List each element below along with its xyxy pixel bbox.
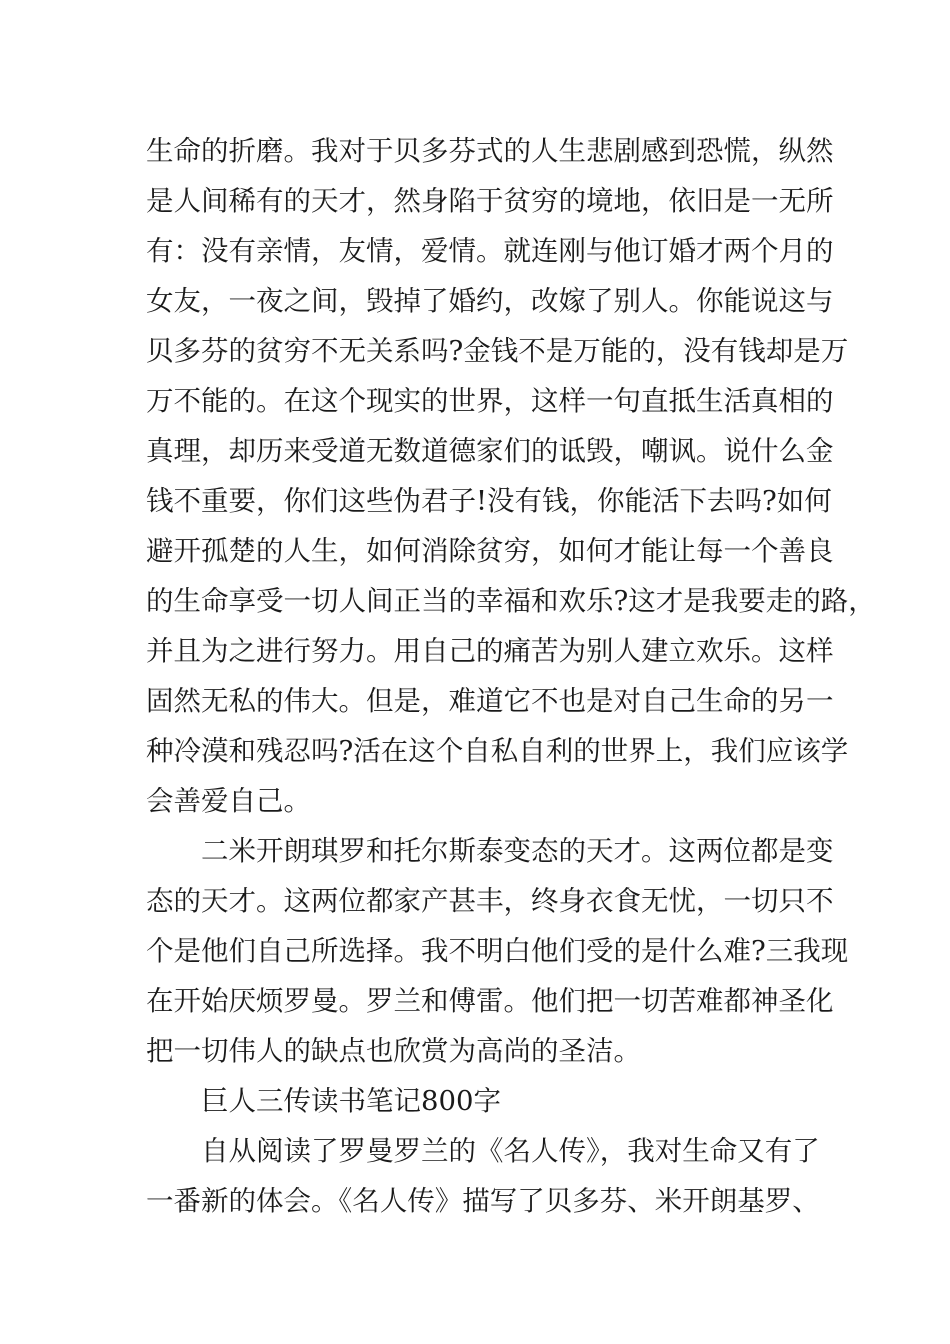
text-line: 真理，却历来受道无数道德家们的诋毁，嘲讽。说什么金 xyxy=(146,435,834,467)
text-line: 避开孤楚的人生，如何消除贫穷，如何才能让每一个善良 xyxy=(146,535,834,567)
text-line: 二米开朗琪罗和托尔斯泰变态的天才。这两位都是变 xyxy=(201,835,834,867)
text-line: 女友，一夜之间，毁掉了婚约，改嫁了别人。你能说这与 xyxy=(146,285,834,317)
paragraph-beethoven xyxy=(146,126,876,826)
text-line: 钱不重要，你们这些伪君子!没有钱，你能活下去吗?如何 xyxy=(146,485,832,517)
text-line: 把一切伟人的缺点也欣赏为高尚的圣洁。 xyxy=(146,1035,641,1067)
text-line: 固然无私的伟大。但是，难道它不也是对自己生命的另一 xyxy=(146,685,834,717)
text-line: 在开始厌烦罗曼。罗兰和傅雷。他们把一切苦难都神圣化 xyxy=(146,985,834,1017)
text-line: 会善爱自己。 xyxy=(146,785,311,817)
text-line: 态的天才。这两位都家产甚丰，终身衣食无忧，一切只不 xyxy=(146,885,834,917)
document-page xyxy=(146,126,876,1226)
text-line: 的生命享受一切人间正当的幸福和欢乐?这才是我要走的路， xyxy=(146,585,876,617)
heading-text: 巨人三传读书笔记800字 xyxy=(201,1085,501,1117)
text-line: 有：没有亲情，友情，爱情。就连刚与他订婚才两个月的 xyxy=(146,235,834,267)
text-line: 自从阅读了罗曼罗兰的《名人传》，我对生命又有了 xyxy=(201,1135,820,1167)
text-line: 种冷漠和残忍吗?活在这个自私自利的世界上，我们应该学 xyxy=(146,735,849,767)
text-line: 贝多芬的贫穷不无关系吗?金钱不是万能的，没有钱却是万 xyxy=(146,335,849,367)
text-line: 并且为之进行努力。用自己的痛苦为别人建立欢乐。这样 xyxy=(146,635,834,667)
paragraph-intro xyxy=(146,1126,826,1226)
text-line: 生命的折磨。我对于贝多芬式的人生悲剧感到恐慌，纵然 xyxy=(146,135,834,167)
section-heading xyxy=(146,1076,826,1126)
text-line: 个是他们自己所选择。我不明白他们受的是什么难?三我现 xyxy=(146,935,849,967)
paragraph-michelangelo-tolstoy xyxy=(146,826,849,1076)
text-line: 一番新的体会。《名人传》描写了贝多芬、米开朗基罗、 xyxy=(146,1185,820,1217)
text-line: 万不能的。在这个现实的世界，这样一句直抵生活真相的 xyxy=(146,385,834,417)
text-line: 是人间稀有的天才，然身陷于贫穷的境地，依旧是一无所 xyxy=(146,185,834,217)
